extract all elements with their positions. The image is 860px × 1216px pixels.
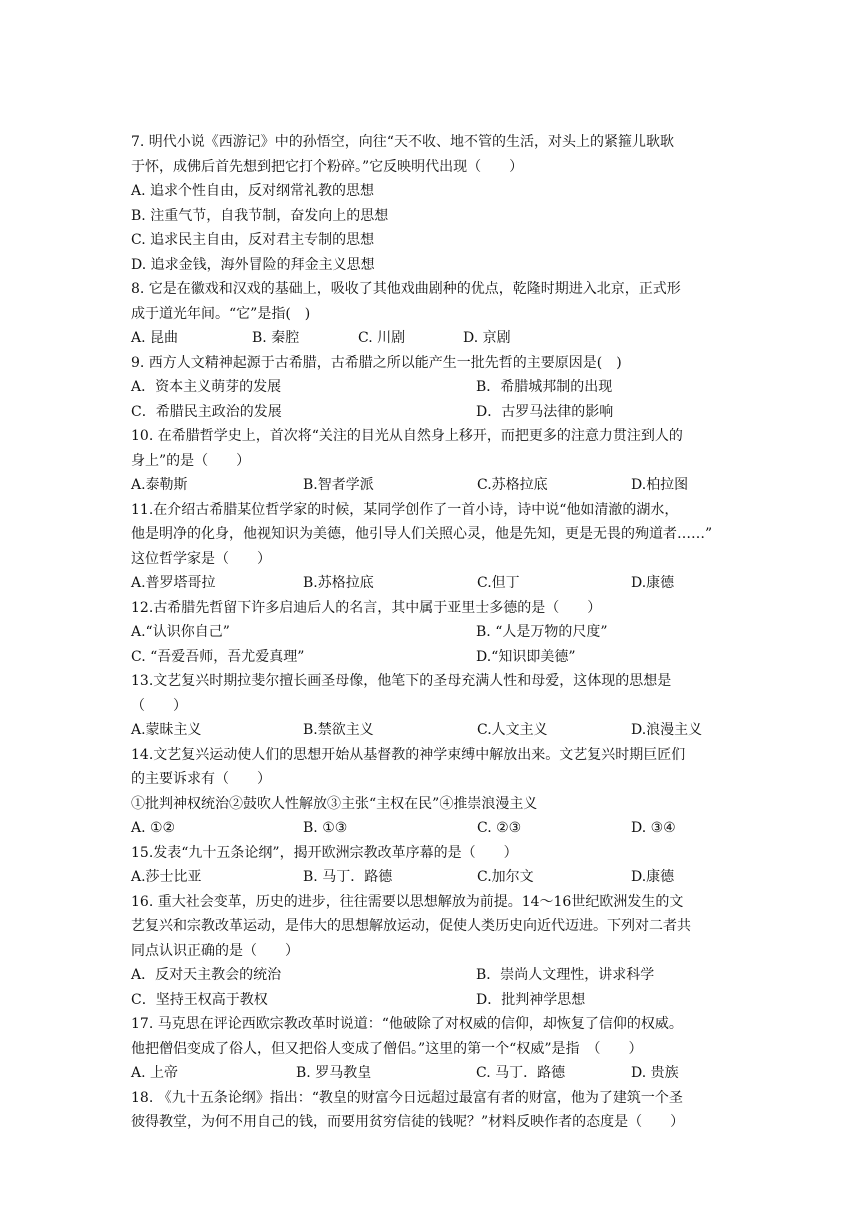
q13-option-b: B.禁欲主义	[303, 722, 374, 738]
q11-option-c: C.但丁	[477, 575, 520, 591]
q9-stem-line1: 9. 西方人文精神起源于古希腊，古希腊之所以能产生一批先哲的主要原因是( )	[131, 355, 622, 371]
q14-stem-line2: 的主要诉求有（ ）	[131, 771, 271, 787]
q13-option-c: C.人文主义	[477, 722, 548, 738]
q10-option-b: B.智者学派	[303, 477, 374, 493]
q14-option-d: D. ③④	[631, 820, 676, 836]
q15-option-c: C.加尔文	[477, 869, 534, 885]
q16-option-a: A．反对天主教会的统治	[131, 967, 282, 983]
q17-stem-line1: 17. 马克思在评论西欧宗教改革时说道：“他破除了对权威的信仰，却恢复了信仰的权威。	[131, 1016, 683, 1032]
q17-stem-line2: 他把僧侣变成了俗人，但又把俗人变成了僧侣。”这里的第一个“权威”是指 （ ）	[131, 1041, 643, 1057]
q12-option-d: D.“知识即美德”	[476, 649, 576, 665]
q16-option-d: D．批判神学思想	[476, 992, 586, 1008]
q13-stem-line1: 13.文艺复兴时期拉斐尔擅长画圣母像，他笔下的圣母充满人性和母爱，这体现的思想是	[131, 673, 672, 689]
q18-stem-line2: 彼得教堂，为何不用自己的钱，而要用贫穷信徒的钱呢？”材料反映作者的态度是（ ）	[131, 1114, 685, 1130]
q10-option-a: A.泰勒斯	[131, 477, 188, 493]
q15-option-d: D.康德	[631, 869, 675, 885]
q12-option-a: A.“认识你自己”	[131, 624, 230, 640]
q10-stem-line1: 10. 在希腊哲学史上，首次将“关注的目光从自然身上移开，而把更多的注意力贯注到人的	[131, 428, 683, 444]
q9-option-d: D．古罗马法律的影响	[476, 404, 614, 420]
q14-option-a: A. ①②	[131, 820, 176, 836]
q13-option-a: A.蒙昧主义	[131, 722, 202, 738]
q11-option-b: B.苏格拉底	[303, 575, 374, 591]
q14-stem-line3: ①批判神权统治②鼓吹人性解放③主张“主权在民”④推崇浪漫主义	[131, 796, 538, 812]
q7-option-a: A. 追求个性自由，反对纲常礼教的思想	[131, 183, 375, 199]
q8-option-d: D. 京剧	[463, 330, 511, 346]
q7-option-c: C. 追求民主自由，反对君主专制的思想	[131, 232, 375, 248]
q15-option-a: A.莎士比亚	[131, 869, 202, 885]
q10-option-c: C.苏格拉底	[477, 477, 548, 493]
q13-stem-line2: （ ）	[131, 698, 187, 714]
q9-option-b: B．希腊城邦制的出现	[476, 379, 613, 395]
q7-option-b: B. 注重气节，自我节制，奋发向上的思想	[131, 208, 389, 224]
q11-option-a: A.普罗塔哥拉	[131, 575, 216, 591]
q12-option-b: B. “人是万物的尺度”	[476, 624, 608, 640]
q7-stem-line2: 于怀，成佛后首先想到把它打个粉碎。”它反映明代出现（ ）	[131, 159, 524, 175]
q16-option-c: C．坚持王权高于教权	[131, 992, 268, 1008]
q8-stem-line1: 8. 它是在徽戏和汉戏的基础上，吸收了其他戏曲剧种的优点，乾隆时期进入北京，正式形	[131, 281, 681, 297]
q10-option-d: D.柏拉图	[631, 477, 689, 493]
q10-stem-line2: 身上”的是（ ）	[131, 453, 251, 469]
q14-option-c: C. ②③	[477, 820, 522, 836]
q16-stem-line1: 16. 重大社会变革，历史的进步，往往需要以思想解放为前提。14～16世纪欧洲发生的文	[131, 894, 684, 910]
q15-stem-line1: 15.发表“九十五条论纲”，揭开欧洲宗教改革序幕的是（ ）	[131, 845, 518, 861]
q14-option-b: B. ①③	[303, 820, 348, 836]
q18-stem-line1: 18. 《九十五条论纲》指出：“教皇的财富今日远超过最富有者的财富，他为了建筑一个圣	[131, 1090, 683, 1106]
q11-stem-line3: 这位哲学家是（ ）	[131, 551, 271, 567]
q7-option-d: D. 追求金钱，海外冒险的拜金主义思想	[131, 257, 375, 273]
q16-stem-line3: 同点认识正确的是（ ）	[131, 943, 299, 959]
q17-option-d: D. 贵族	[631, 1065, 679, 1081]
q15-option-b: B. 马丁．路德	[303, 869, 393, 885]
q17-option-a: A. 上帝	[131, 1065, 179, 1081]
q8-option-c: C. 川剧	[358, 330, 406, 346]
q9-option-a: A．资本主义萌芽的发展	[131, 379, 282, 395]
q11-option-d: D.康德	[631, 575, 675, 591]
q11-stem-line2: 他是明净的化身，他视知识为美德，他引导人们关照心灵，他是先知，更是无畏的殉道者……”	[131, 526, 713, 542]
q16-option-b: B．崇尚人文理性，讲求科学	[476, 967, 655, 983]
q12-stem-line1: 12.古希腊先哲留下许多启迪后人的名言，其中属于亚里士多德的是（ ）	[131, 600, 602, 616]
q17-option-c: C. 马丁．路德	[476, 1065, 566, 1081]
q14-stem-line1: 14.文艺复兴运动使人们的思想开始从基督教的神学束缚中解放出来。文艺复兴时期巨匠们	[131, 747, 686, 763]
q16-stem-line2: 艺复兴和宗教改革运动，是伟大的思想解放运动，促使人类历史向近代迈进。下列对二者共	[131, 918, 691, 934]
q8-option-a: A. 昆曲	[131, 330, 179, 346]
q7-stem-line1: 7. 明代小说《西游记》中的孙悟空，向往“天不收、地不管的生活，对头上的紧箍儿耿耿	[131, 134, 674, 150]
q17-option-b: B. 罗马教皇	[296, 1065, 372, 1081]
q8-option-b: B. 秦腔	[252, 330, 300, 346]
q12-option-c: C. “吾爱吾师，吾尤爱真理”	[131, 649, 305, 665]
q9-option-c: C．希腊民主政治的发展	[131, 404, 282, 420]
q8-stem-line2: 成于道光年间。“它”是指( )	[131, 306, 311, 322]
q11-stem-line1: 11.在介绍古希腊某位哲学家的时候，某同学创作了一首小诗，诗中说“他如清澈的湖水，	[131, 502, 679, 518]
q13-option-d: D.浪漫主义	[631, 722, 703, 738]
